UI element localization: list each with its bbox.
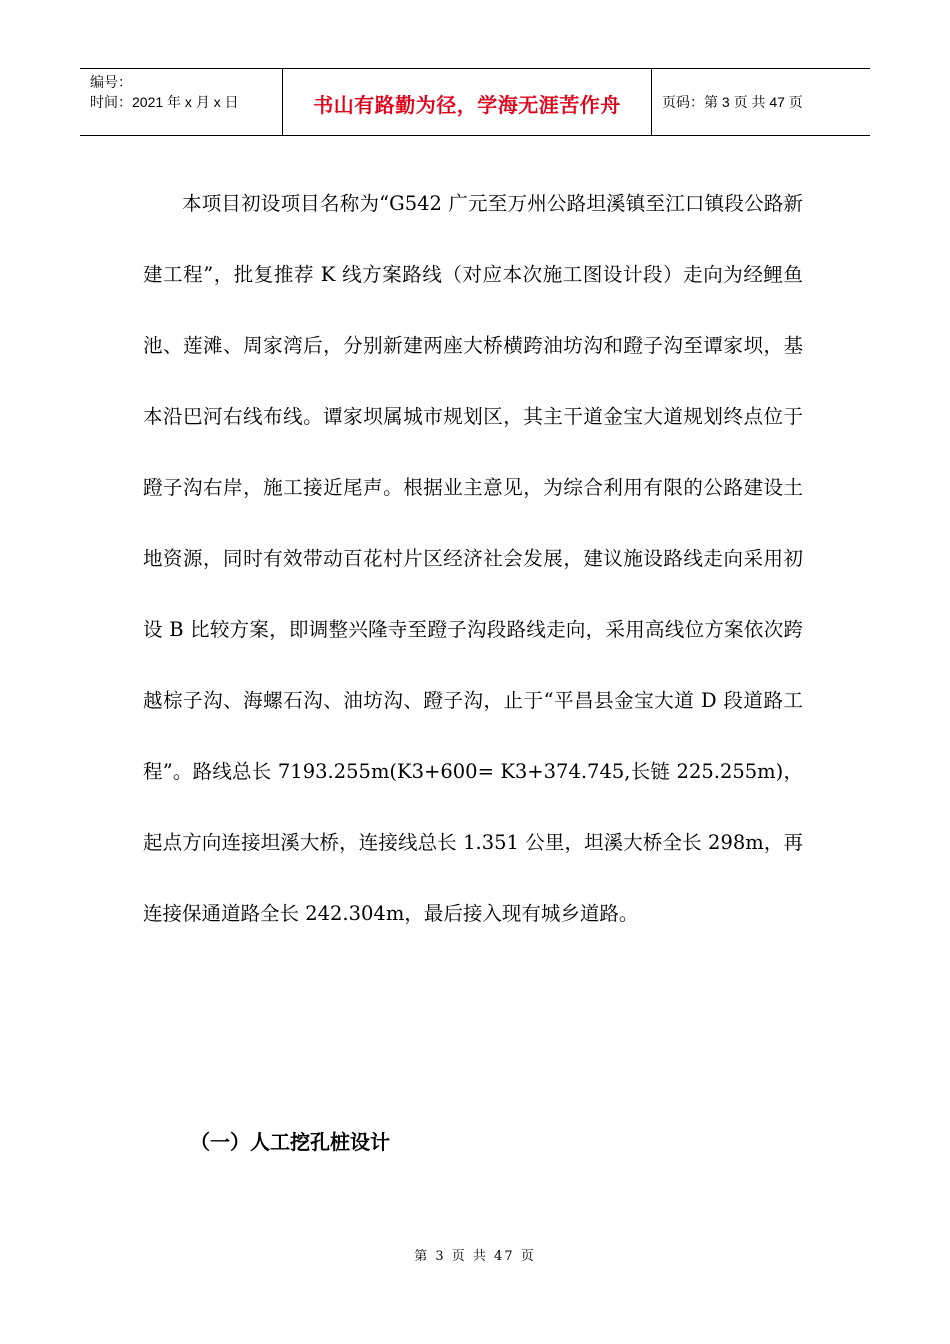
date-label: 时间：2021 年 x 月 x 日: [90, 94, 239, 110]
serial-number-label: 编号：: [90, 74, 132, 90]
header-page-info: 页码：第 3 页 共 47 页: [662, 94, 803, 110]
document-header: [80, 68, 870, 136]
page-footer: 第 3 页 共 47 页: [414, 1249, 536, 1264]
section-heading: （一）人工挖孔桩设计: [190, 1130, 390, 1154]
header-motto: 书山有路勤为径，学海无涯苦作舟: [282, 69, 652, 135]
header-meta: [80, 69, 282, 135]
body-paragraph: 本项目初设项目名称为“G542 广元至万州公路坦溪镇至江口镇段公路新建工程”，批复推荐 K 线方案路线（对应本次施工图设计段）走向为经鲤鱼池、莲滩、周家湾后，分别新建两座大桥横跨油坊沟和蹬子沟至谭家坝，基本沿巴河右线布线。谭家坝属城市规划区，其主干道金宝大道规划终点位于蹬子沟右岸，施工接近尾声。根据业主意见，为综合利用有限的公路建设土地资源，同时有效带动百花村片区经济社会发展，建议施设路线走向采用初设 B 比较方案，即调整兴隆寺至蹬子沟段路线走向，采用高线位方案依次跨越棕子沟、海螺石沟、油坊沟、蹬子沟，止于“平昌县金宝大道 D 段道路工程”。路线总长 7193.255m(K3+600= K3+374.745,长链 225.255m)，起点方向连接坦溪大桥，连接线总长 1.351 公里，坦溪大桥全长 298m，再连接保通道路全长 242.304m，最后接入现有城乡道路。: [143, 192, 803, 925]
